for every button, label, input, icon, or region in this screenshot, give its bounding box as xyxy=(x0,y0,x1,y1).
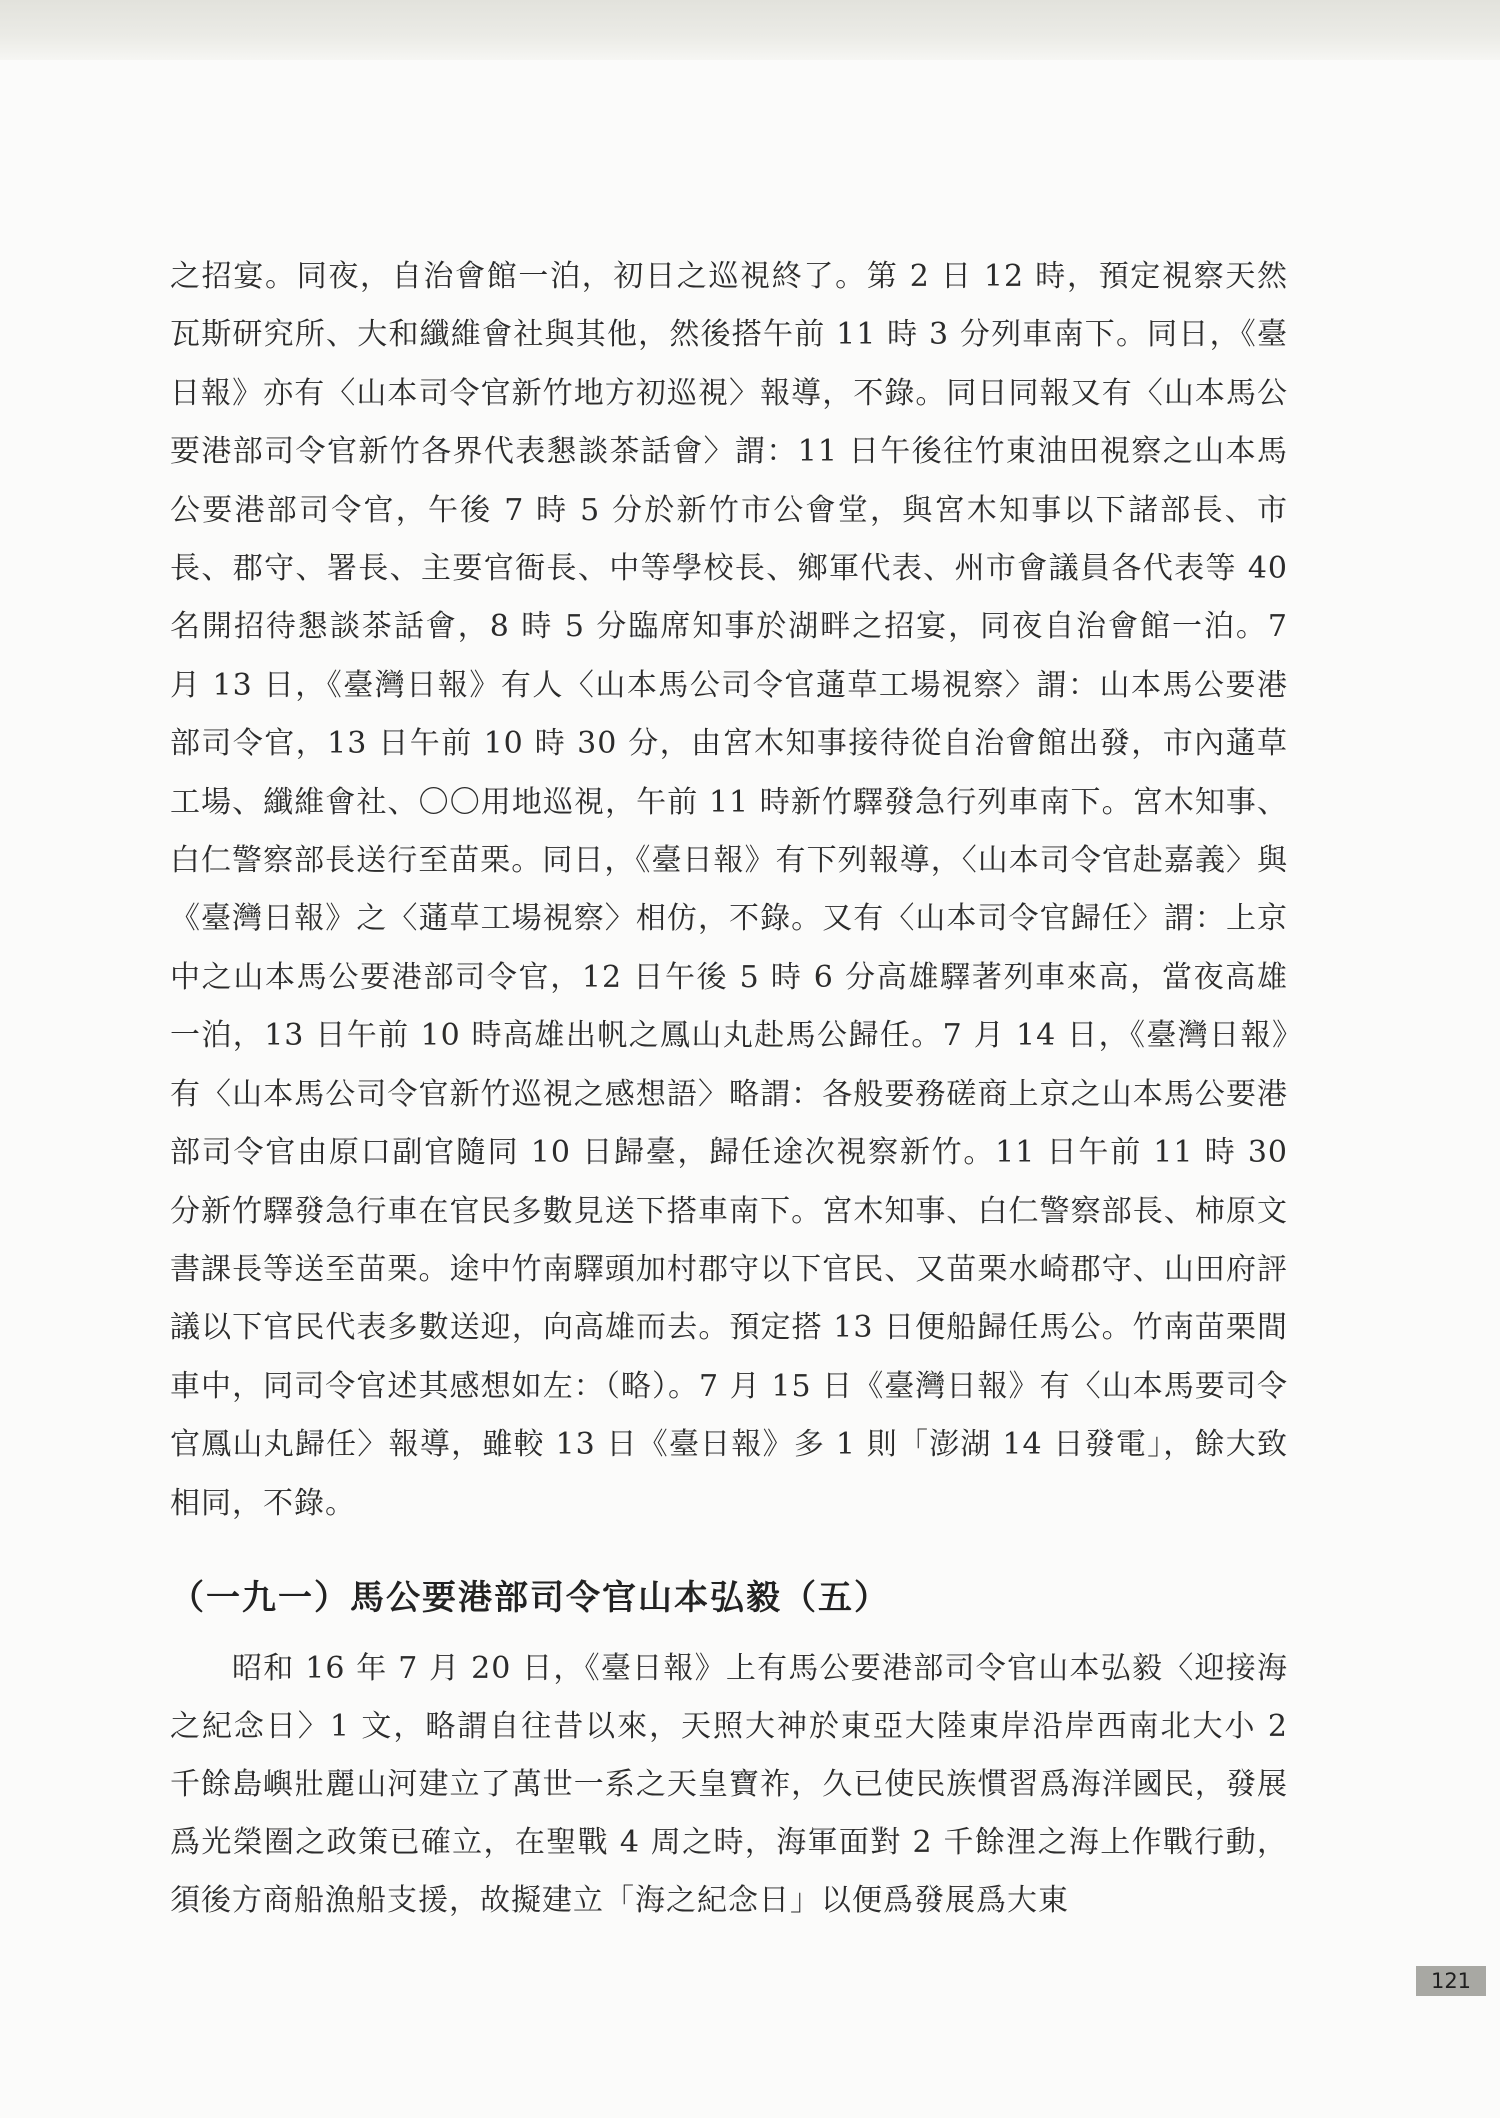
body-paragraph: 之招宴。同夜，自治會館一泊，初日之巡視終了。第 2 日 12 時，預定視察天然瓦斯研究所、大和纖維會社與其他，然後搭午前 11 時 3 分列車南下。同日，《臺日報》亦有〈山本司令官新竹地方初巡視〉報導，不錄。同日同報又有〈山本馬公要港部司令官新竹各界代表懇談茶話會〉謂：11 日午後往竹東油田視察之山本馬公要港部司令官，午後 7 時 5 分於新竹市公會堂，與宮木知事以下諸部長、市長、郡守、署長、主要官衙長、中等學校長、鄉軍代表、州市會議員各代表等 40 名開招待懇談茶話會，8 時 5 分臨席知事於湖畔之招宴，同夜自治會館一泊。7 月 13 日，《臺灣日報》有人〈山本馬公司令官蓪草工場視察〉謂：山本馬公要港部司令官，13 日午前 10 時 30 分，由宮木知事接待從自治會館出發，市內蓪草工場、纖維會社、〇〇用地巡視，午前 11 時新竹驛發急行列車南下。宮木知事、白仁警察部長送行至苗栗。同日，《臺日報》有下列報導，〈山本司令官赴嘉義〉與《臺灣日報》之〈蓪草工場視察〉相仿，不錄。又有〈山本司令官歸任〉謂：上京中之山本馬公要港部司令官，12 日午後 5 時 6 分高雄驛著列車來高，當夜高雄一泊，13 日午前 10 時高雄出帆之鳳山丸赴馬公歸任。7 月 14 日，《臺灣日報》有〈山本馬公司令官新竹巡視之感想語〉略謂：各般要務磋商上京之山本馬公要港部司令官由原口副官隨同 10 日歸臺，歸任途次視察新竹。11 日午前 11 時 30 分新竹驛發急行車在官民多數見送下搭車南下。宮木知事、白仁警察部長、柿原文書課長等送至苗栗。途中竹南驛頭加村郡守以下官民、又苗栗水崎郡守、山田府評議以下官民代表多數送迎，向高雄而去。預定搭 13 日便船歸任馬公。竹南苗栗間車中，同司令官述其感想如左：（略）。7 月 15 日《臺灣日報》有〈山本馬要司令官鳳山丸歸任〉報導，雖較 13 日《臺日報》多 1 則「澎湖 14 日發電」，餘大致相同，不錄。 xyxy=(170,259,1288,1521)
page-number: 121 xyxy=(1416,1966,1486,1996)
section-heading: （一九一）馬公要港部司令官山本弘毅（五） xyxy=(170,1578,890,1618)
section-paragraph: 昭和 16 年 7 月 20 日，《臺日報》上有馬公要港部司令官山本弘毅〈迎接海之紀念日〉1 文，略謂自往昔以來，天照大神於東亞大陸東岸沿岸西南北大小 2 千餘島嶼壯麗山河建立了萬世一系之天皇寶祚，久已使民族慣習爲海洋國民，發展爲光榮圈之政策已確立，在聖戰 4 周之時，海軍面對 2 千餘浬之海上作戰行動，須後方商船漁船支援，故擬建立「海之紀念日」以便爲發展爲大東 xyxy=(170,1651,1288,1918)
scan-top-shadow xyxy=(0,0,1500,60)
